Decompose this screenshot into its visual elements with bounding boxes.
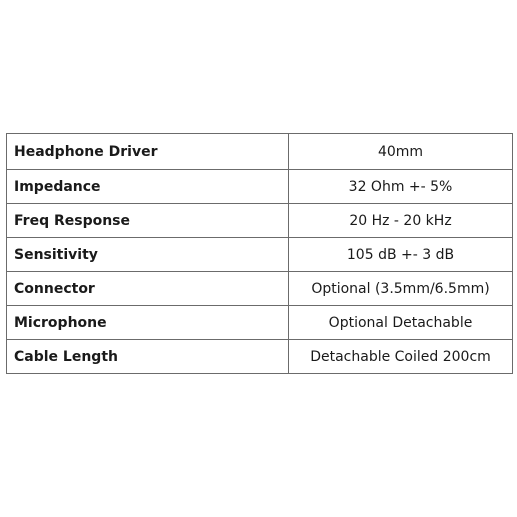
- spec-label: Microphone: [7, 306, 289, 340]
- table-row: [7, 170, 513, 204]
- spec-value: 20 Hz - 20 kHz: [289, 204, 513, 238]
- table-row: [7, 272, 513, 306]
- table-row: [7, 238, 513, 272]
- table-row: [7, 340, 513, 374]
- spec-value: 105 dB +- 3 dB: [289, 238, 513, 272]
- spec-label: Sensitivity: [7, 238, 289, 272]
- table-row: [7, 306, 513, 340]
- spec-label: Impedance: [7, 170, 289, 204]
- spec-label: Cable Length: [7, 340, 289, 374]
- spec-value: Detachable Coiled 200cm: [289, 340, 513, 374]
- spec-value: 32 Ohm +- 5%: [289, 170, 513, 204]
- spec-label: Connector: [7, 272, 289, 306]
- spec-value: 40mm: [289, 134, 513, 170]
- spec-label: Headphone Driver: [7, 134, 289, 170]
- spec-table: [6, 133, 513, 374]
- spec-value: Optional (3.5mm/6.5mm): [289, 272, 513, 306]
- table-row: [7, 134, 513, 170]
- spec-label: Freq Response: [7, 204, 289, 238]
- spec-value: Optional Detachable: [289, 306, 513, 340]
- table-row: [7, 204, 513, 238]
